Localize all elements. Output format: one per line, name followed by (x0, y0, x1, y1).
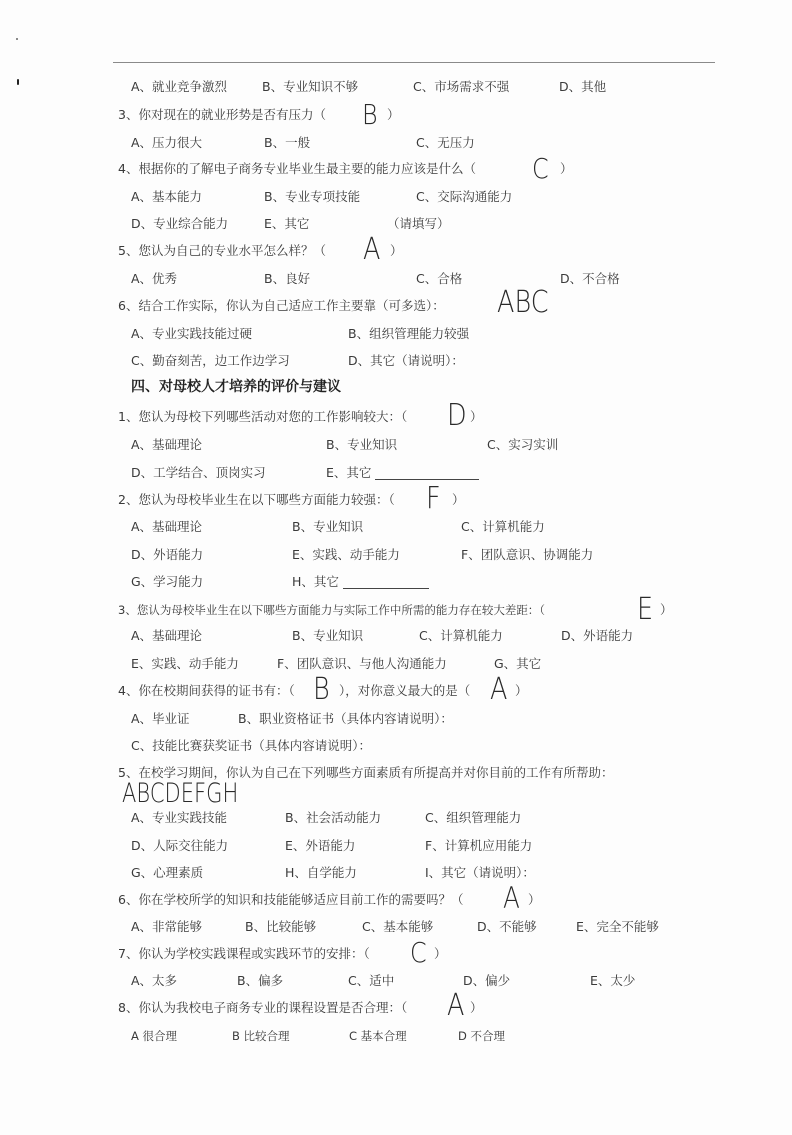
question-text: 1、您认为母校下列哪些活动对您的工作影响较大：（ (118, 409, 408, 424)
option: B、组织管理能力较强 (348, 326, 470, 341)
option: C、计算机能力 (419, 628, 503, 643)
scan-speck (16, 38, 18, 40)
option: H、其它 (292, 574, 339, 589)
option: B、职业资格证书（具体内容请说明）： (238, 711, 453, 726)
question-close: ） (470, 1000, 483, 1015)
option: E、外语能力 (285, 838, 356, 853)
option: A、基本能力 (131, 189, 203, 204)
option: D、不能够 (477, 919, 537, 934)
question-close: ） (390, 243, 403, 258)
option: A、就业竞争激烈 (131, 79, 228, 94)
option: C、计算机能力 (461, 519, 545, 534)
option: B、专业知识 (292, 519, 364, 534)
question-close: ） (560, 161, 573, 176)
question-text: 5、您认为自己的专业水平怎么样？（ (118, 243, 326, 258)
handwritten-answer: A (503, 881, 520, 915)
option: E、完全不能够 (576, 919, 659, 934)
question-close: ） (470, 409, 483, 424)
option: F、计算机应用能力 (425, 838, 533, 853)
option: G、学习能力 (131, 574, 204, 589)
option: A、专业实践技能 (131, 810, 228, 825)
option: A、基础理论 (131, 628, 203, 643)
option: B、专业知识 (292, 628, 364, 643)
option: A、专业实践技能过硬 (131, 326, 253, 341)
option: D、其他 (559, 79, 607, 94)
option: D、专业综合能力 (131, 216, 229, 231)
question-text: 3、你对现在的就业形势是否有压力（ (118, 107, 326, 122)
handwritten-answer: A (490, 672, 508, 707)
question-close: ） (528, 892, 541, 907)
option: G、其它 (494, 656, 542, 671)
question-close: ） (660, 602, 673, 617)
option: D、人际交往能力 (131, 838, 229, 853)
option: C、市场需求不强 (413, 79, 510, 94)
scan-speck (17, 79, 19, 85)
option: B、专业知识 (326, 437, 398, 452)
option: C、基本能够 (362, 919, 434, 934)
question-close: ） (387, 107, 400, 122)
option: A 很合理 (131, 1029, 178, 1043)
option: E、实践、动手能力 (131, 656, 239, 671)
option: E、其它 (264, 216, 310, 231)
option: C、组织管理能力 (425, 810, 522, 825)
option: F、团队意识、与他人沟通能力 (277, 656, 447, 671)
handwritten-answer: F (426, 481, 441, 516)
option: D、工学结合、顶岗实习 (131, 465, 266, 480)
question-text: 6、结合工作实际，你认为自己适应工作主要靠（可多选）： (118, 298, 445, 313)
option: C、合格 (416, 271, 463, 286)
option: B、比较能够 (245, 919, 317, 934)
question-close: ） (434, 946, 447, 961)
option: A、优秀 (131, 271, 178, 286)
handwritten-answer: B (313, 672, 330, 707)
option: I、其它（请说明）： (425, 865, 535, 880)
header-rule (113, 62, 715, 63)
option: H、自学能力 (285, 865, 357, 880)
option: D、偏少 (463, 973, 511, 988)
option: F、团队意识、协调能力 (461, 547, 594, 562)
option: D、其它（请说明）： (348, 353, 464, 368)
option: B、专业专项技能 (264, 189, 361, 204)
question-text: 4、根据你的了解电子商务专业毕业生最主要的能力应该是什么（ (118, 161, 476, 176)
option-note: （请填写） (387, 216, 450, 231)
option: B、一般 (264, 135, 311, 150)
handwritten-answer: D (447, 398, 467, 433)
question-text: 2、您认为母校毕业生在以下哪些方面能力较强：（ (118, 492, 395, 507)
option: E、实践、动手能力 (292, 547, 400, 562)
question-text: 3、您认为母校毕业生在以下哪些方面能力与实际工作中所需的能力存在较大差距：（ (118, 603, 546, 617)
handwritten-answer: B (362, 98, 378, 131)
option: B 比较合理 (232, 1029, 290, 1043)
option: D、外语能力 (561, 628, 634, 643)
option: C、适中 (348, 973, 395, 988)
section-heading: 四、对母校人才培养的评价与建议 (131, 379, 341, 395)
handwritten-answer: ABCDEFGH (122, 778, 239, 809)
question-text: 5、在校学习期间，你认为自己在下列哪些方面素质有所提高并对你目前的工作有所帮助： (118, 765, 614, 780)
handwritten-answer: E (637, 592, 654, 627)
option: D、不合格 (560, 271, 620, 286)
question-text: ），对你意义最大的是（ (339, 683, 471, 698)
option: C、无压力 (416, 135, 475, 150)
option: G、心理素质 (131, 865, 204, 880)
question-close: ） (515, 683, 528, 698)
option: C、技能比赛获奖证书（具体内容请说明）： (131, 738, 371, 753)
fill-in-blank (343, 588, 429, 589)
option: A、基础理论 (131, 519, 203, 534)
question-text: 6、你在学校所学的知识和技能能够适应目前工作的需要吗？（ (118, 892, 464, 907)
option: D 不合理 (458, 1029, 506, 1043)
handwritten-answer: ABC (497, 285, 549, 320)
option: A、基础理论 (131, 437, 203, 452)
handwritten-answer: C (410, 936, 427, 969)
question-text: 7、你认为学校实践课程或实践环节的安排：（ (118, 946, 370, 961)
option: B、社会活动能力 (285, 810, 382, 825)
option: B、偏多 (237, 973, 284, 988)
option: A、太多 (131, 973, 178, 988)
option: D、外语能力 (131, 547, 204, 562)
option: A、压力很大 (131, 135, 203, 150)
option: A、非常能够 (131, 919, 203, 934)
option: B、良好 (264, 271, 311, 286)
handwritten-answer: A (447, 988, 465, 1023)
question-close: ） (452, 492, 465, 507)
option: C、交际沟通能力 (416, 189, 513, 204)
handwritten-answer: A (363, 232, 381, 267)
option: C 基本合理 (349, 1029, 407, 1043)
question-text: 8、你认为我校电子商务专业的课程设置是否合理：（ (118, 1000, 408, 1015)
option: E、太少 (590, 973, 636, 988)
option: A、毕业证 (131, 711, 190, 726)
handwritten-answer: C (532, 152, 549, 185)
option: C、实习实训 (487, 437, 559, 452)
fill-in-blank (375, 479, 479, 480)
option: E、其它 (326, 465, 372, 480)
question-text: 4、你在校期间获得的证书有：（ (118, 683, 295, 698)
option: C、勤奋刻苦，边工作边学习 (131, 353, 290, 368)
option: B、专业知识不够 (262, 79, 359, 94)
